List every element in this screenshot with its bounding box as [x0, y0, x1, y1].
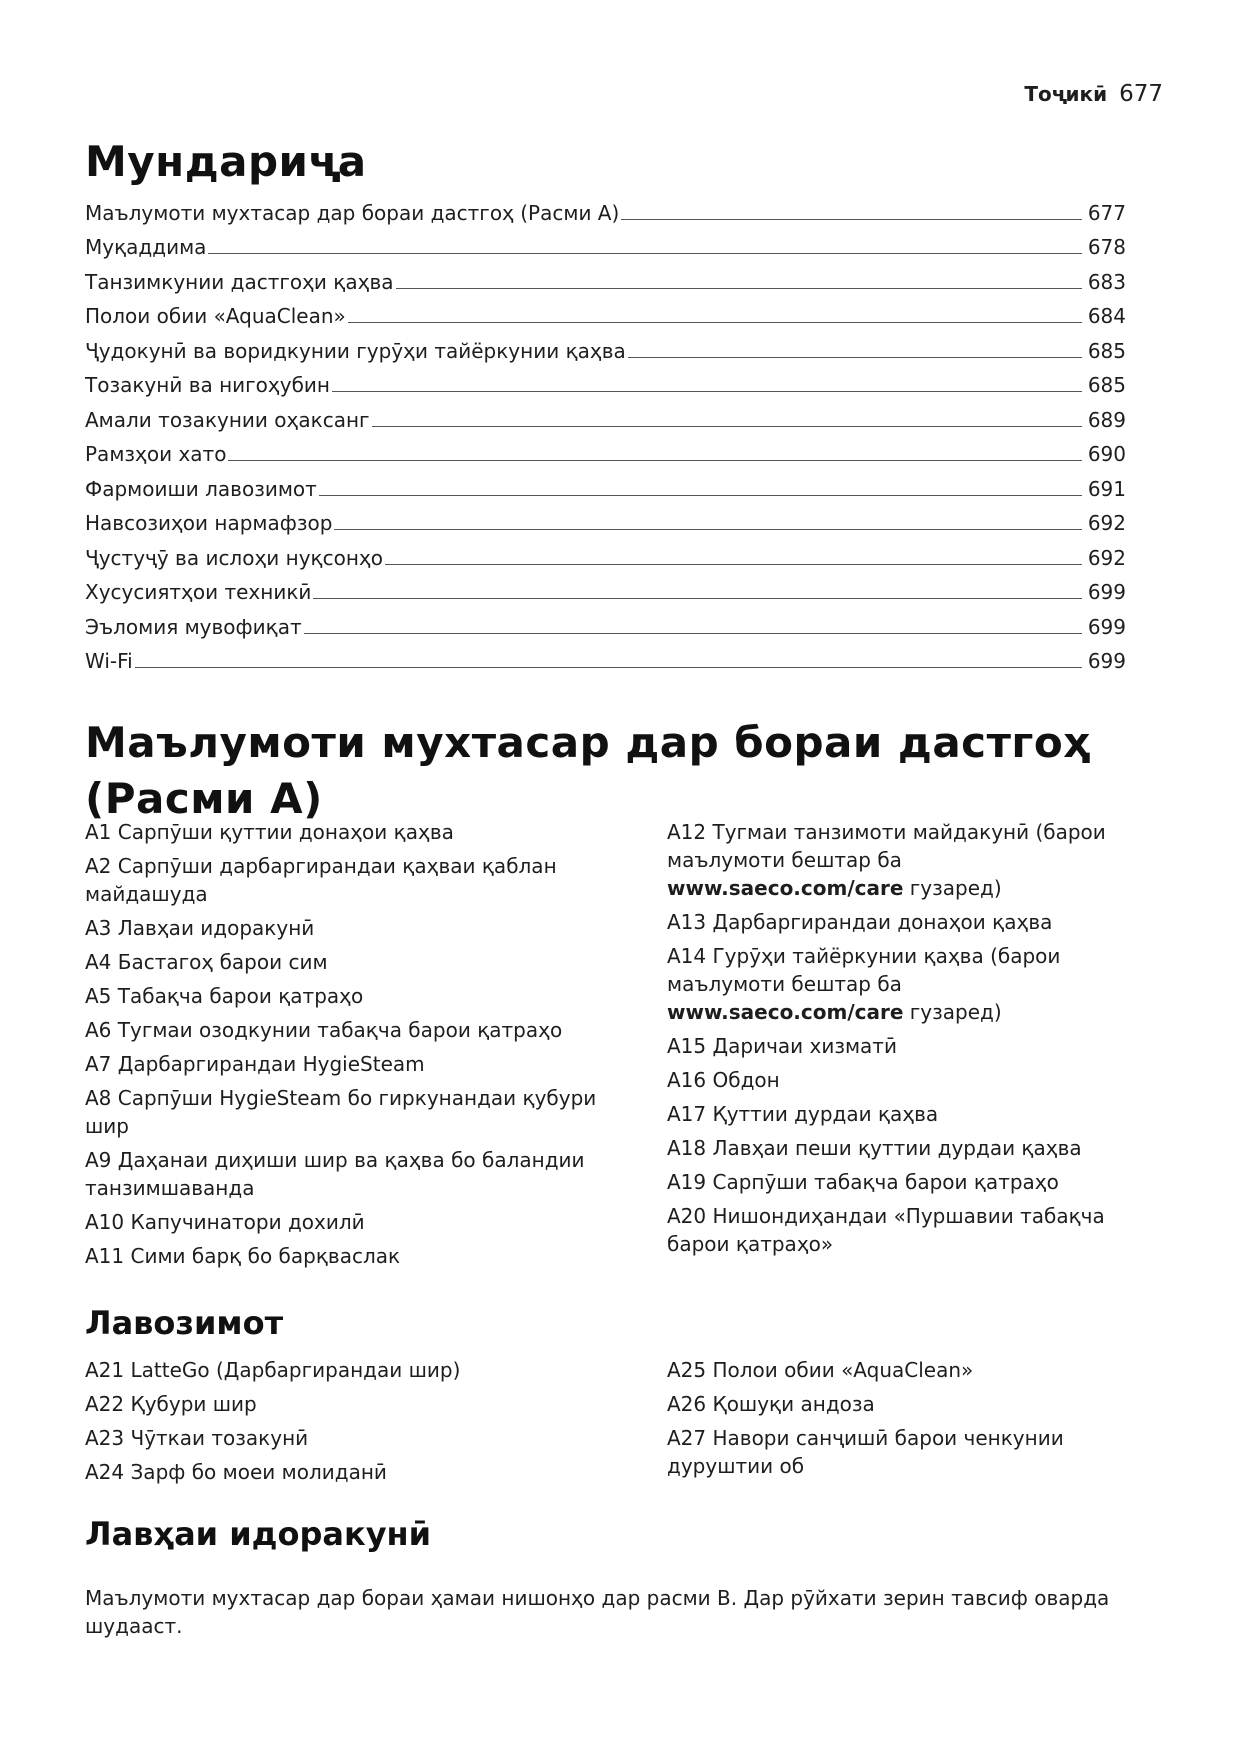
toc-entry-page: 677	[1087, 200, 1126, 225]
toc-entry-title: Ҷудокунӣ ва воридкунии гурӯҳи тайёркунии қаҳва	[85, 338, 626, 363]
toc-entry-page: 689	[1087, 407, 1126, 432]
list-item	[667, 1032, 1137, 1060]
accessories-right	[667, 1356, 1137, 1486]
toc-leader	[621, 219, 1082, 220]
toc-leader	[332, 391, 1082, 392]
list-item: A22 Қубури шир	[85, 1392, 257, 1416]
control-panel-title: Лавҳаи идоракунӣ	[85, 1515, 432, 1553]
toc-leader	[334, 529, 1081, 530]
website-link: www.saeco.com/care	[667, 1000, 904, 1024]
toc-entry-title: Амали тозакунии оҳаксанг	[85, 407, 370, 432]
toc-leader	[385, 564, 1082, 565]
accessories-title: Лавозимот	[85, 1304, 284, 1342]
toc-entry	[85, 294, 1126, 329]
list-item: A10 Капучинатори дохилӣ	[85, 1210, 365, 1234]
list-item	[667, 942, 1137, 1026]
toc-entry-page: 685	[1087, 373, 1126, 397]
toc-entry-page: 684	[1087, 304, 1126, 328]
toc-entry-title: Маълумоти мухтасар дар бораи дастгоҳ (Расми A)	[85, 200, 620, 225]
list-item	[667, 1100, 1137, 1128]
list-item	[667, 1066, 1137, 1094]
toc-entry-title: Хусусиятҳои техникӣ	[85, 580, 312, 604]
toc-entry	[85, 190, 1126, 225]
item-text: A15 Даричаи хизматӣ	[667, 1034, 897, 1058]
list-item: A1 Сарпӯши қуттии донаҳои қаҳва	[85, 820, 454, 844]
list-item	[667, 1134, 1137, 1162]
list-item: A26 Қошуқи андоза	[667, 1392, 875, 1416]
list-item	[667, 818, 1137, 902]
toc-entry-title: Полои обии «AquaClean»	[85, 304, 346, 328]
list-item: A8 Сарпӯши HygieSteam бо гиркунандаи қубури шир	[85, 1086, 597, 1138]
toc-entry-title: Рамзҳои хато	[85, 442, 227, 466]
toc-entry	[85, 466, 1126, 501]
toc-entry	[85, 604, 1126, 639]
overview-parts-right	[667, 818, 1137, 1264]
list-item: A23 Чӯткаи тозакунӣ	[85, 1426, 309, 1450]
toc-entry	[85, 432, 1126, 467]
list-item: A6 Тугмаи озодкунии табақча барои қатраҳо	[85, 1018, 563, 1042]
toc-entry-page: 692	[1087, 511, 1126, 535]
toc-entry-page: 692	[1087, 545, 1126, 570]
item-text: гузаред)	[903, 1000, 1002, 1024]
list-item: A5 Табақча барои қатраҳо	[85, 984, 364, 1008]
item-text: A12 Тугмаи танзимоти майдакунӣ (барои маълумоти бештар ба	[667, 820, 1106, 872]
toc-leader	[135, 667, 1082, 668]
toc-entry	[85, 225, 1126, 260]
toc-entry	[85, 397, 1126, 432]
toc-entry-title: Эъломия мувофиқат	[85, 614, 302, 639]
toc-leader	[628, 357, 1082, 358]
toc-entry-title: Тозакунӣ ва нигоҳубин	[85, 373, 330, 397]
toc-entry-page: 699	[1087, 580, 1126, 604]
toc-entry-page: 690	[1087, 442, 1126, 466]
toc-entry-page: 699	[1087, 649, 1126, 673]
page-header	[1024, 81, 1163, 107]
item-text: A18 Лавҳаи пеши қуттии дурдаи қаҳва	[667, 1136, 1082, 1160]
overview-title: Маълумоти мухтасар дар бораи дастгоҳ (Расми A)	[85, 718, 1091, 823]
toc-entry-title: Танзимкунии дастгоҳи қаҳва	[85, 269, 394, 294]
toc-entry-title: Wi-Fi	[85, 649, 133, 673]
overview-parts-left	[85, 818, 625, 1276]
list-item: A9 Даҳанаи диҳиши шир ва қаҳва бо баландии танзимшаванда	[85, 1148, 585, 1200]
list-item	[667, 1202, 1137, 1258]
toc-entry-title: Ҷустуҷӯ ва ислоҳи нуқсонҳо	[85, 545, 384, 570]
item-text: A17 Қуттии дурдаи қаҳва	[667, 1102, 939, 1126]
toc-entry	[85, 535, 1126, 570]
toc-leader	[313, 598, 1081, 599]
language-label: Тоҷикӣ	[1024, 82, 1108, 106]
website-link: www.saeco.com/care	[667, 876, 904, 900]
item-text: гузаред)	[903, 876, 1002, 900]
list-item: A2 Сарпӯши дарбаргирандаи қаҳваи қаблан майдашуда	[85, 854, 557, 906]
accessories-left	[85, 1356, 625, 1492]
toc-entry-page: 691	[1087, 476, 1126, 501]
page-number: 677	[1119, 81, 1163, 107]
toc-leader	[304, 633, 1082, 634]
toc-entry	[85, 570, 1126, 605]
toc-leader	[319, 495, 1082, 496]
toc-entry-page: 678	[1087, 235, 1126, 259]
list-item: A7 Дарбаргирандаи HygieSteam	[85, 1052, 425, 1076]
toc-leader	[396, 288, 1082, 289]
toc-title: Мундариҷа	[85, 137, 367, 186]
table-of-contents	[85, 190, 1126, 673]
item-text: A14 Гурӯҳи тайёркунии қаҳва (барои маълумоти бештар ба	[667, 944, 1061, 996]
toc-entry	[85, 639, 1126, 674]
item-text: A16 Обдон	[667, 1068, 780, 1092]
list-item: A4 Бастагоҳ барои сим	[85, 950, 328, 974]
list-item: A11 Сими барқ бо барқваслак	[85, 1244, 401, 1268]
toc-entry-title: Фармоиши лавозимот	[85, 476, 317, 501]
item-text: A19 Сарпӯши табақча барои қатраҳо	[667, 1170, 1059, 1194]
toc-entry-page: 699	[1087, 614, 1126, 639]
list-item: A27 Навори санҷишӣ барои ченкунии дуруштии об	[667, 1426, 1064, 1478]
toc-entry	[85, 328, 1126, 363]
toc-entry-title: Муқаддима	[85, 235, 207, 259]
control-panel-description: Маълумоти мухтасар дар бораи ҳамаи нишонҳо дар расми B. Дар рӯйхати зерин тавсиф оварда шудааст.	[85, 1586, 1110, 1638]
toc-entry-page: 685	[1087, 338, 1126, 363]
item-text: A13 Дарбаргирандаи донаҳои қаҳва	[667, 910, 1053, 934]
toc-leader	[348, 322, 1082, 323]
toc-entry	[85, 501, 1126, 536]
toc-entry	[85, 259, 1126, 294]
list-item: A3 Лавҳаи идоракунӣ	[85, 916, 315, 940]
list-item	[667, 908, 1137, 936]
toc-entry	[85, 363, 1126, 398]
toc-entry-page: 683	[1087, 269, 1126, 294]
list-item: A25 Полои обии «AquaClean»	[667, 1358, 974, 1382]
list-item	[667, 1168, 1137, 1196]
item-text: A20 Нишондиҳандаи «Пуршавии табақча барои қатраҳо»	[667, 1204, 1105, 1256]
toc-entry-title: Навсозиҳои нармафзор	[85, 511, 333, 535]
list-item: A24 Зарф бо моеи молиданӣ	[85, 1460, 387, 1484]
toc-leader	[208, 253, 1081, 254]
list-item: A21 LatteGo (Дарбаргирандаи шир)	[85, 1358, 461, 1382]
toc-leader	[228, 460, 1081, 461]
toc-leader	[372, 426, 1082, 427]
